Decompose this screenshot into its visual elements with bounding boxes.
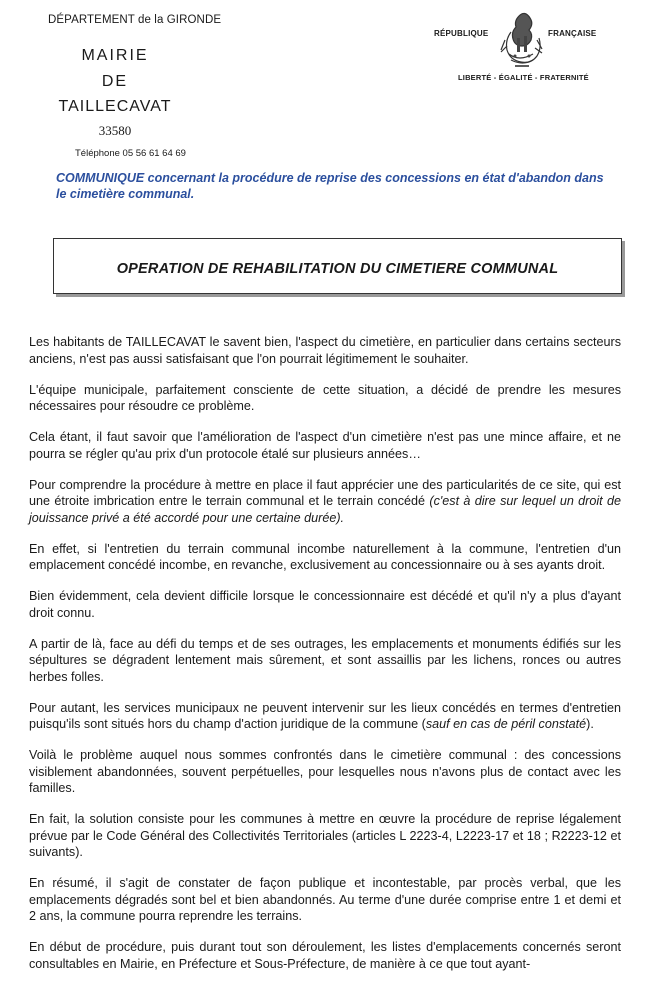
paragraph: Pour comprendre la procédure à mettre en place il faut apprécier une des particularités de ce site, qui est une étroite imbrication entre le terrain communal et le terrain concédé (c'est à dire sur lequel un droit de jouissance privé a été accordé pour une certaine durée). bbox=[29, 477, 621, 525]
title-box bbox=[53, 238, 622, 294]
mairie-title-line2: DE bbox=[101, 73, 129, 90]
paragraph: A partir de là, face au défi du temps et de ses outrages, les emplacements et monuments édifiés sur les sépultures se dégradent lentement mais sûrement, et sont assaillis par les lichens, ronces ou autres herbes folles. bbox=[29, 636, 621, 684]
paragraph-italic: sauf en cas de péril constaté bbox=[425, 717, 587, 731]
paragraph: En début de procédure, puis durant tout son déroulement, les listes d'emplacements concernés seront consultables en Mairie, en Préfecture et Sous-Préfecture, de manière à ce que tout ayant- bbox=[29, 940, 621, 971]
republic-left-word: RÉPUBLIQUE bbox=[434, 29, 489, 38]
paragraph: En effet, si l'entretien du terrain communal incombe naturellement à la commune, l'entretien d'un emplacement concédé incombe, en revanche, exclusivement au concessionnaire ou à ses ayants droit. bbox=[29, 541, 621, 572]
paragraph: En fait, la solution consiste pour les communes à mettre en œuvre la procédure de reprise légalement prévue par le Code Général des Collectivités Territoriales (articles L 2223-4, L2223-17 et 18 ; R2223-12 et suivants). bbox=[29, 812, 621, 859]
paragraph: Bien évidemment, cela devient difficile lorsque le concessionnaire est décédé et qu'il n'y a plus d'ayant droit connu. bbox=[29, 589, 621, 620]
paragraph: Pour autant, les services municipaux ne peuvent intervenir sur les lieux concédés en termes d'entretien puisqu'ils sont situés hors du champ d'action juridique de la commune (sauf en cas de péril constaté). bbox=[29, 700, 621, 731]
paragraph: Les habitants de TAILLECAVAT le savent bien, l'aspect du cimetière, en particulier dans certains secteurs anciens, n'est pas aussi satisfaisant que l'on pourrait légitimement le souhaiter. bbox=[29, 335, 621, 366]
republic-right-word: FRANÇAISE bbox=[548, 29, 597, 38]
postal-code: 33580 bbox=[98, 123, 132, 138]
paragraph: Cela étant, il faut savoir que l'amélioration de l'aspect d'un cimetière n'est pas une mince affaire, et ne pourra se régler qu'au prix d'un protocole étalé sur plusieurs années… bbox=[29, 430, 621, 461]
body-text bbox=[29, 334, 621, 987]
marianne-emblem-icon bbox=[497, 10, 547, 72]
mairie-title-line1: MAIRIE bbox=[81, 47, 149, 64]
paragraph-italic: (c'est à dire sur lequel un droit de jouissance privé a été accordé pour une certaine durée). bbox=[29, 494, 621, 525]
document-title: OPERATION DE REHABILITATION DU CIMETIERE COMMUNAL bbox=[116, 261, 559, 277]
paragraph: L'équipe municipale, parfaitement consciente de cette situation, a décidé de prendre les mesures nécessaires pour résoudre ce problème. bbox=[29, 382, 621, 413]
paragraph: Voilà le problème auquel nous sommes confrontés dans le cimetière communal : des concessions visiblement abandonnées, souvent perpétuelles, pour lesquelles nous n'avons plus de contact avec les familles. bbox=[29, 748, 621, 795]
communique-heading: COMMUNIQUE concernant la procédure de reprise des concessions en état d'abandon dans le cimetière communal. bbox=[56, 171, 604, 201]
department-label: DÉPARTEMENT de la GIRONDE bbox=[48, 14, 222, 26]
phone-number: Téléphone 05 56 61 64 69 bbox=[75, 148, 186, 159]
mairie-title-line3: TAILLECAVAT bbox=[58, 98, 172, 115]
republic-motto: LIBERTÉ - ÉGALITÉ - FRATERNITÉ bbox=[458, 73, 589, 82]
paragraph: En résumé, il s'agit de constater de façon publique et incontestable, par procès verbal, que les emplacements dégradés sont bel et bien abandonnés. Au terme d'une durée comprise entre 1 et demi et 2 ans, la commune pourra reprendre les terrains. bbox=[29, 876, 621, 923]
